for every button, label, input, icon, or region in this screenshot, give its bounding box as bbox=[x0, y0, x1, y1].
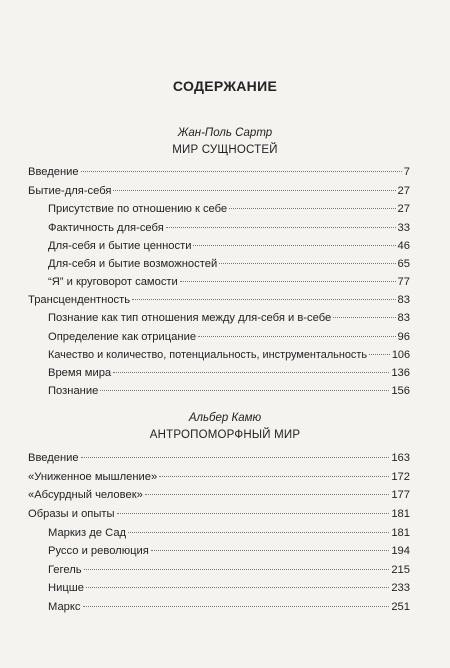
section-2-author: Альбер Камю bbox=[188, 412, 262, 424]
toc-entry-title: Бытие-для-себя bbox=[28, 185, 112, 197]
toc-entry bbox=[48, 203, 410, 215]
dot-leader bbox=[84, 569, 390, 570]
toc-entry-title: Образы и опыты bbox=[28, 508, 115, 520]
toc-entry-title: Ницше bbox=[48, 582, 84, 594]
dot-leader bbox=[151, 550, 390, 551]
toc-entry-page: 83 bbox=[397, 312, 410, 324]
dot-leader bbox=[83, 606, 390, 607]
section-2-work-title: АНТРОПОМОРФНЫЙ МИР bbox=[149, 429, 301, 441]
toc-entry-title: Трансцендентность bbox=[28, 294, 131, 306]
toc-entry-page: 177 bbox=[391, 489, 410, 501]
dot-leader bbox=[113, 372, 389, 373]
toc-entry-page: 181 bbox=[391, 527, 410, 539]
dot-leader bbox=[132, 299, 395, 300]
dot-leader bbox=[113, 190, 395, 191]
toc-entry-title: Качество и количество, потенциальность, инструментальность bbox=[48, 349, 368, 361]
toc-entry-page: 46 bbox=[397, 240, 410, 252]
toc-entry-page: 194 bbox=[391, 545, 410, 557]
toc-entry-title: Маркиз де Сад bbox=[48, 527, 127, 539]
toc-entry bbox=[28, 185, 410, 197]
toc-entry bbox=[28, 489, 410, 501]
toc-entry bbox=[48, 582, 410, 594]
toc-entry bbox=[48, 312, 410, 324]
section-1-work-title: МИР СУЩНОСТЕЙ bbox=[172, 144, 278, 156]
toc-entry bbox=[48, 222, 410, 234]
page-title: СОДЕРЖАНИЕ bbox=[172, 78, 278, 94]
toc-entry bbox=[48, 276, 410, 288]
toc-entry bbox=[48, 240, 410, 252]
toc-entry-title: Определение как отрицание bbox=[48, 331, 197, 343]
toc-entry-title: Введение bbox=[28, 166, 79, 178]
toc-entry-page: 215 bbox=[391, 564, 410, 576]
toc-entry bbox=[28, 452, 410, 464]
toc-entry-page: 106 bbox=[391, 349, 410, 361]
toc-entry-page: 233 bbox=[391, 582, 410, 594]
dot-leader bbox=[81, 171, 402, 172]
toc-entry-title: Для-себя и бытие возможностей bbox=[48, 258, 218, 270]
toc-entry-title: Познание как тип отношения между для-себя и в-себе bbox=[48, 312, 332, 324]
toc-entry-title: Для-себя и бытие ценности bbox=[48, 240, 192, 252]
toc-entry bbox=[48, 385, 410, 397]
toc-entry bbox=[28, 508, 410, 520]
toc-entry-title: “Я” и круговорот самости bbox=[48, 276, 178, 288]
dot-leader bbox=[81, 457, 390, 458]
toc-entry-page: 7 bbox=[403, 166, 410, 178]
toc-entry-title: Руссо и революция bbox=[48, 545, 149, 557]
toc-entry bbox=[28, 294, 410, 306]
dot-leader bbox=[369, 354, 390, 355]
dot-leader bbox=[229, 208, 395, 209]
toc-entry bbox=[48, 564, 410, 576]
dot-leader bbox=[86, 587, 389, 588]
toc-entry-page: 136 bbox=[391, 367, 410, 379]
toc-entry-title: Познание bbox=[48, 385, 99, 397]
dot-leader bbox=[100, 390, 389, 391]
toc-entry bbox=[48, 258, 410, 270]
toc-entry-page: 27 bbox=[397, 203, 410, 215]
toc-entry-title: Введение bbox=[28, 452, 79, 464]
toc-entry-page: 83 bbox=[397, 294, 410, 306]
toc-entry-title: «Униженное мышление» bbox=[28, 471, 158, 483]
toc-entry bbox=[28, 166, 410, 178]
toc-entry bbox=[48, 349, 410, 361]
toc-entry-title: «Абсурдный человек» bbox=[28, 489, 143, 501]
toc-entry-title: Присутствие по отношению к себе bbox=[48, 203, 228, 215]
dot-leader bbox=[193, 245, 395, 246]
toc-entry-page: 251 bbox=[391, 601, 410, 613]
toc-entry-page: 65 bbox=[397, 258, 410, 270]
toc-entry bbox=[48, 331, 410, 343]
toc-entry bbox=[48, 601, 410, 613]
dot-leader bbox=[219, 263, 395, 264]
toc-entry-page: 77 bbox=[397, 276, 410, 288]
toc-entry-title: Маркс bbox=[48, 601, 81, 613]
toc-entry-page: 33 bbox=[397, 222, 410, 234]
dot-leader bbox=[333, 317, 395, 318]
dot-leader bbox=[145, 494, 390, 495]
toc-entry bbox=[48, 545, 410, 557]
toc-entry-page: 156 bbox=[391, 385, 410, 397]
toc-entry-page: 96 bbox=[397, 331, 410, 343]
toc-entry-page: 172 bbox=[391, 471, 410, 483]
dot-leader bbox=[198, 336, 395, 337]
toc-entry bbox=[48, 367, 410, 379]
toc-entry bbox=[28, 471, 410, 483]
toc-entry-page: 27 bbox=[397, 185, 410, 197]
toc-entry-title: Гегель bbox=[48, 564, 82, 576]
toc-entry-page: 181 bbox=[391, 508, 410, 520]
dot-leader bbox=[159, 476, 389, 477]
toc-entry-page: 163 bbox=[391, 452, 410, 464]
dot-leader bbox=[128, 532, 389, 533]
dot-leader bbox=[180, 281, 396, 282]
dot-leader bbox=[166, 227, 396, 228]
dot-leader bbox=[117, 513, 390, 514]
toc-entry bbox=[48, 527, 410, 539]
toc-entry-title: Время мира bbox=[48, 367, 112, 379]
section-1-author: Жан-Поль Сартр bbox=[177, 127, 273, 139]
toc-entry-title: Фактичность для-себя bbox=[48, 222, 164, 234]
